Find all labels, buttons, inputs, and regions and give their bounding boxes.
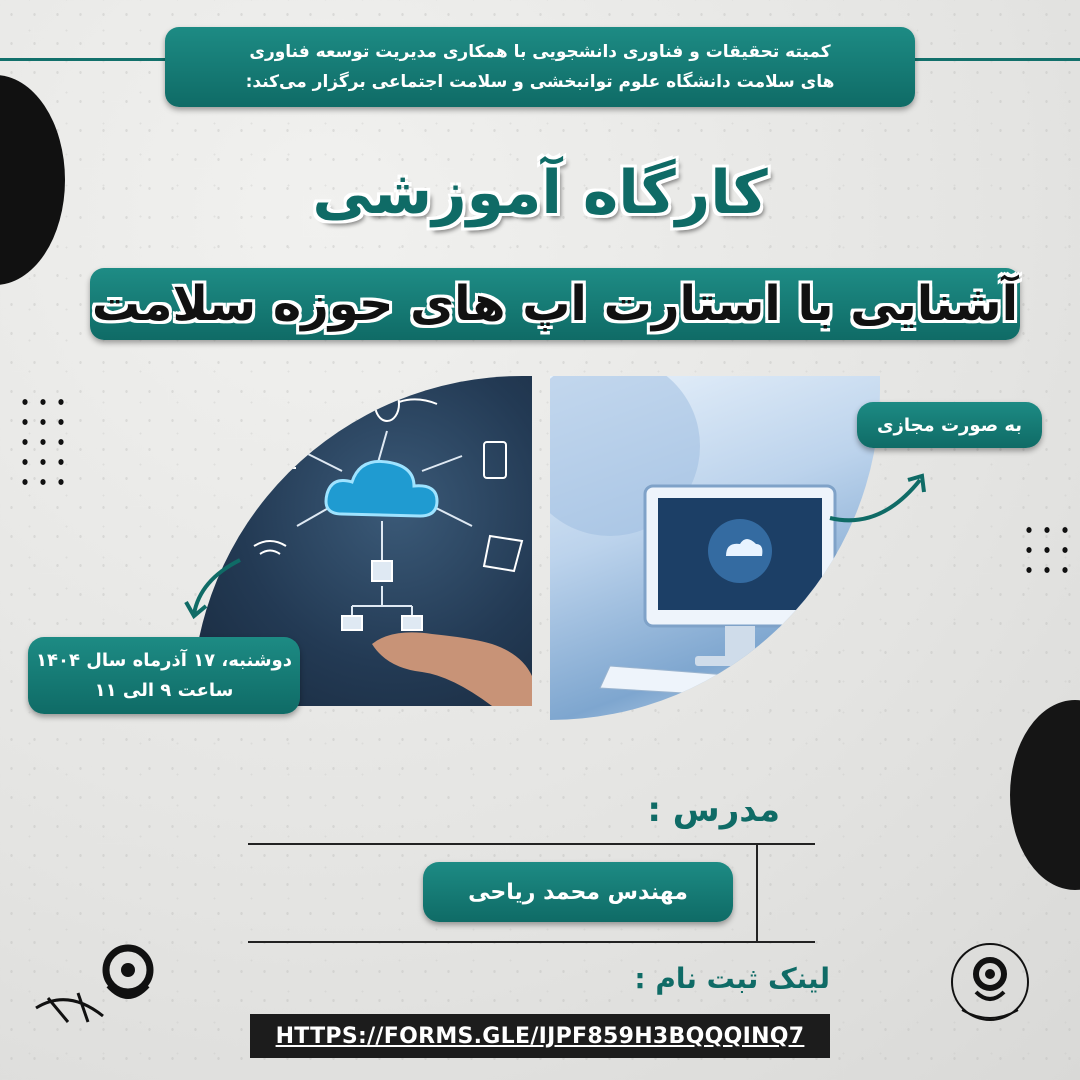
organizer-line-2: های سلامت دانشگاه علوم توانبخشی و سلامت اجتماعی برگزار می‌کند: xyxy=(245,72,835,92)
network-lines xyxy=(297,431,472,616)
divider-vertical xyxy=(756,843,758,941)
schedule-time: ساعت ۹ الی ۱۱ xyxy=(94,679,234,701)
committee-logo-right xyxy=(940,940,1040,1030)
dot-grid-right xyxy=(1020,520,1076,580)
organizer-header xyxy=(165,27,915,107)
hand-icon xyxy=(372,632,532,706)
laptop-icon xyxy=(484,536,522,571)
schedule-date: دوشنبه، ۱۷ آذرماه سال ۱۴۰۴ xyxy=(36,649,292,671)
header-line-left xyxy=(0,58,170,61)
organizer-line-1: کمیته تحقیقات و فناوری دانشجویی با همکاری مدیریت توسعه فناوری xyxy=(249,42,831,62)
schedule-box xyxy=(28,637,300,714)
divider-bottom xyxy=(248,941,815,943)
instructor-name: مهندس محمد ریاحی xyxy=(423,862,733,922)
header-line-right xyxy=(910,58,1080,61)
page-title: کارگاه آموزشی xyxy=(312,158,768,228)
university-logo-left xyxy=(28,938,168,1028)
phone-icon xyxy=(484,442,506,478)
instructor-label: مدرس : xyxy=(647,790,780,830)
registration-label: لینک ثبت نام : xyxy=(634,962,830,995)
registration-link[interactable]: HTTPS://FORMS.GLE/IJPF859H3BQQQINQ7 xyxy=(250,1014,830,1058)
arrow-icon xyxy=(820,460,940,540)
subtitle: آشنایی با استارت اپ های حوزه سلامت xyxy=(91,276,1019,332)
arrow-icon xyxy=(180,550,260,630)
dot-grid-left xyxy=(16,392,72,492)
divider-top xyxy=(248,843,815,845)
cloud-icon xyxy=(326,461,437,516)
mode-badge: به صورت مجازی xyxy=(857,402,1042,448)
